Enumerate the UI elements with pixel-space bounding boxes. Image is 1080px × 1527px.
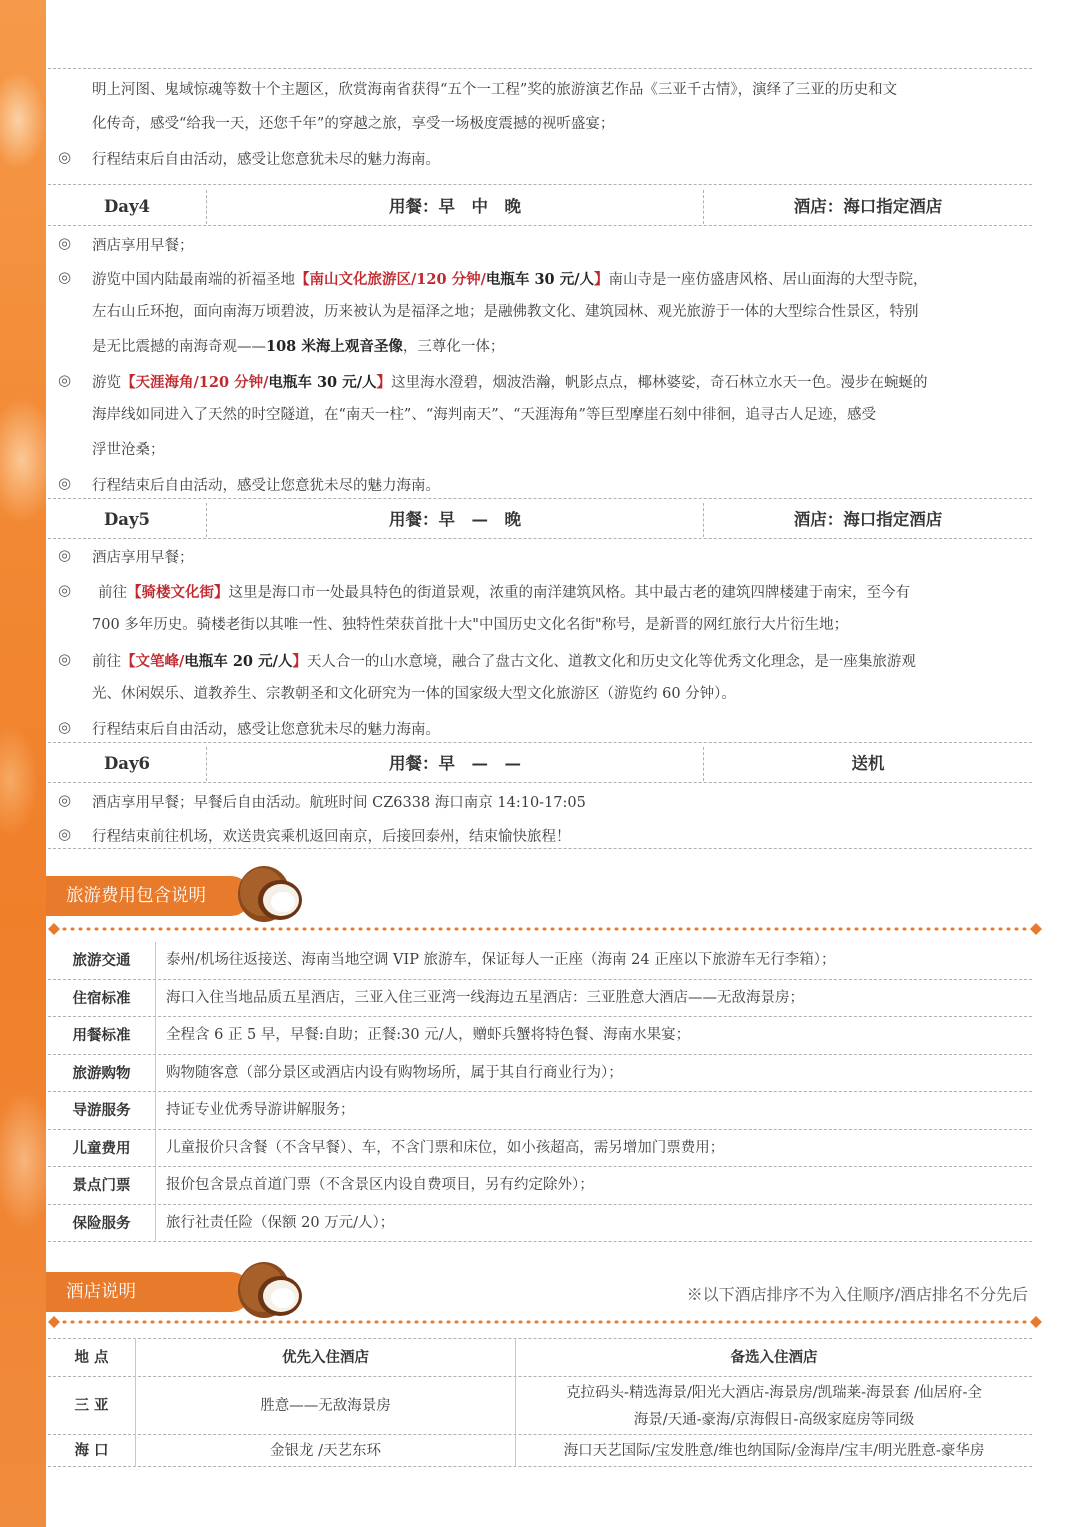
highlight-tianya: 【天涯海角/120 分钟/ <box>121 374 269 391</box>
text-line: 700 多年历史。骑楼老街以其唯一性、独特性荣获首批十大"中国历史文化名街"称号，是新晋的网红旅行大片衍生地； <box>92 617 849 633</box>
bullet-icon: ◎ <box>58 148 72 166</box>
dotted-divider <box>48 923 1042 935</box>
divider <box>48 848 1032 849</box>
divider <box>48 225 1032 226</box>
table-row: 住宿标准 海口入住当地品质五星酒店，三亚入住三亚湾一线海边五星酒店：三亚胜意大酒店——无敌海景房； <box>48 980 1032 1018</box>
highlight-wenbifeng: 【文笔峰/ <box>121 653 185 670</box>
divider <box>48 782 1032 783</box>
text-line: 是无比震撼的南海奇观——108 米海上观音圣像，三尊化一体； <box>92 338 505 355</box>
text-line: 浮世沧桑； <box>92 442 165 458</box>
table-row: 海 口 金银龙 /天艺东环 海口天艺国际/宝发胜意/维也纳国际/金海岸/宝丰/明光胜意-豪华房 <box>48 1435 1032 1467</box>
table-row: 三 亚 胜意——无敌海景房 克拉码头-精选海景/阳光大酒店-海景房/凯瑞莱-海景套 /仙居府-全 海景/天通-豪海/京海假日-高级家庭房等同级 <box>48 1377 1032 1435</box>
bullet-icon: ◎ <box>58 371 72 389</box>
table-row: 旅游交通 泰州/机场往返接送、海南当地空调 VIP 旅游车，保证每人一正座（海南 24 正座以下旅游车无行李箱）； <box>48 942 1032 980</box>
section-title: 旅游费用包含说明 <box>46 876 251 916</box>
bullet-icon: ◎ <box>58 546 72 564</box>
hotel-note: ※以下酒店排序不为入住顺序/酒店排名不分先后 <box>686 1285 1028 1304</box>
meals-label: 用餐：早 中 晚 <box>206 190 703 224</box>
table-row: 保险服务 旅行社责任险（保额 20 万元/人）； <box>48 1205 1032 1243</box>
day6-header <box>48 747 1032 781</box>
section-title: 酒店说明 <box>46 1272 251 1312</box>
table-row: 旅游购物 购物随客意（部分景区或酒店内设有购物场所，属于其自行商业行为）； <box>48 1055 1032 1093</box>
table-header-row: 地 点 优先入住酒店 备选入住酒店 <box>48 1338 1032 1377</box>
table-row: 导游服务 持证专业优秀导游讲解服务； <box>48 1092 1032 1130</box>
table-row: 儿童费用 儿童报价只含餐（不含早餐）、车，不含门票和床位，如小孩超高，需另增加门票费用； <box>48 1130 1032 1168</box>
bullet-icon: ◎ <box>58 234 72 252</box>
meals-label: 用餐：早 — 晚 <box>206 503 703 537</box>
divider <box>48 742 1032 743</box>
day4-header <box>48 190 1032 224</box>
divider <box>48 184 1032 185</box>
highlight-qilou: 【骑楼文化街】 <box>127 584 229 601</box>
intro-line-1: 明上河图、鬼域惊魂等数十个主题区，欣赏海南省获得“五个一工程”奖的旅游演艺作品《三亚千古情》，演绎了三亚的历史和文 <box>92 82 898 98</box>
divider <box>48 498 1032 499</box>
day5-header <box>48 503 1032 537</box>
text-line: 海岸线如同进入了天然的时空隧道，在“南天一柱”、“海判南天”、“天涯海角”等巨型摩崖石刻中徘徊，追寻古人足迹，感受 <box>92 407 876 423</box>
intro-line-2: 化传奇，感受“给我一天，还您千年”的穿越之旅，享受一场极度震撼的视听盛宴； <box>92 116 615 132</box>
table-row: 景点门票 报价包含景点首道门票（不含景区内设自费项目，另有约定除外）； <box>48 1167 1032 1205</box>
hotel-label: 酒店：海口指定酒店 <box>703 503 1032 537</box>
divider <box>48 68 1032 69</box>
bullet-icon: ◎ <box>58 474 72 492</box>
divider <box>48 538 1032 539</box>
bullet-icon: ◎ <box>58 791 72 809</box>
table-row: 用餐标准 全程含 6 正 5 早，早餐:自助；正餐:30 元/人，赠虾兵蟹将特色餐、海南水果宴； <box>48 1017 1032 1055</box>
meals-label: 用餐：早 — — <box>206 747 703 781</box>
bullet-icon: ◎ <box>58 650 72 668</box>
bullet-icon: ◎ <box>58 718 72 736</box>
text-line: 左右山丘环抱，面向南海万顷碧波，历来被认为是福泽之地；是融佛教文化、建筑园林、观光旅游于一体的大型综合性景区，特别 <box>92 304 919 320</box>
text-line: 光、休闲娱乐、道教养生、宗教朝圣和文化研究为一体的国家级大型文化旅游区（游览约 60 分钟）。 <box>92 686 736 702</box>
bullet-icon: ◎ <box>58 268 72 286</box>
day-label: Day6 <box>103 754 151 773</box>
day-label: Day5 <box>103 510 151 529</box>
day-label: Day4 <box>103 197 151 216</box>
highlight-nanshan: 【南山文化旅游区/120 分钟/ <box>295 271 486 288</box>
hotel-label: 送机 <box>703 747 1032 781</box>
coconut-icon <box>236 862 306 926</box>
dotted-divider <box>48 1316 1042 1328</box>
coconut-icon <box>236 1258 306 1322</box>
bullet-icon: ◎ <box>58 825 72 843</box>
decorative-side-strip <box>0 0 46 1527</box>
hotel-label: 酒店：海口指定酒店 <box>703 190 1032 224</box>
bullet-icon: ◎ <box>58 581 72 599</box>
